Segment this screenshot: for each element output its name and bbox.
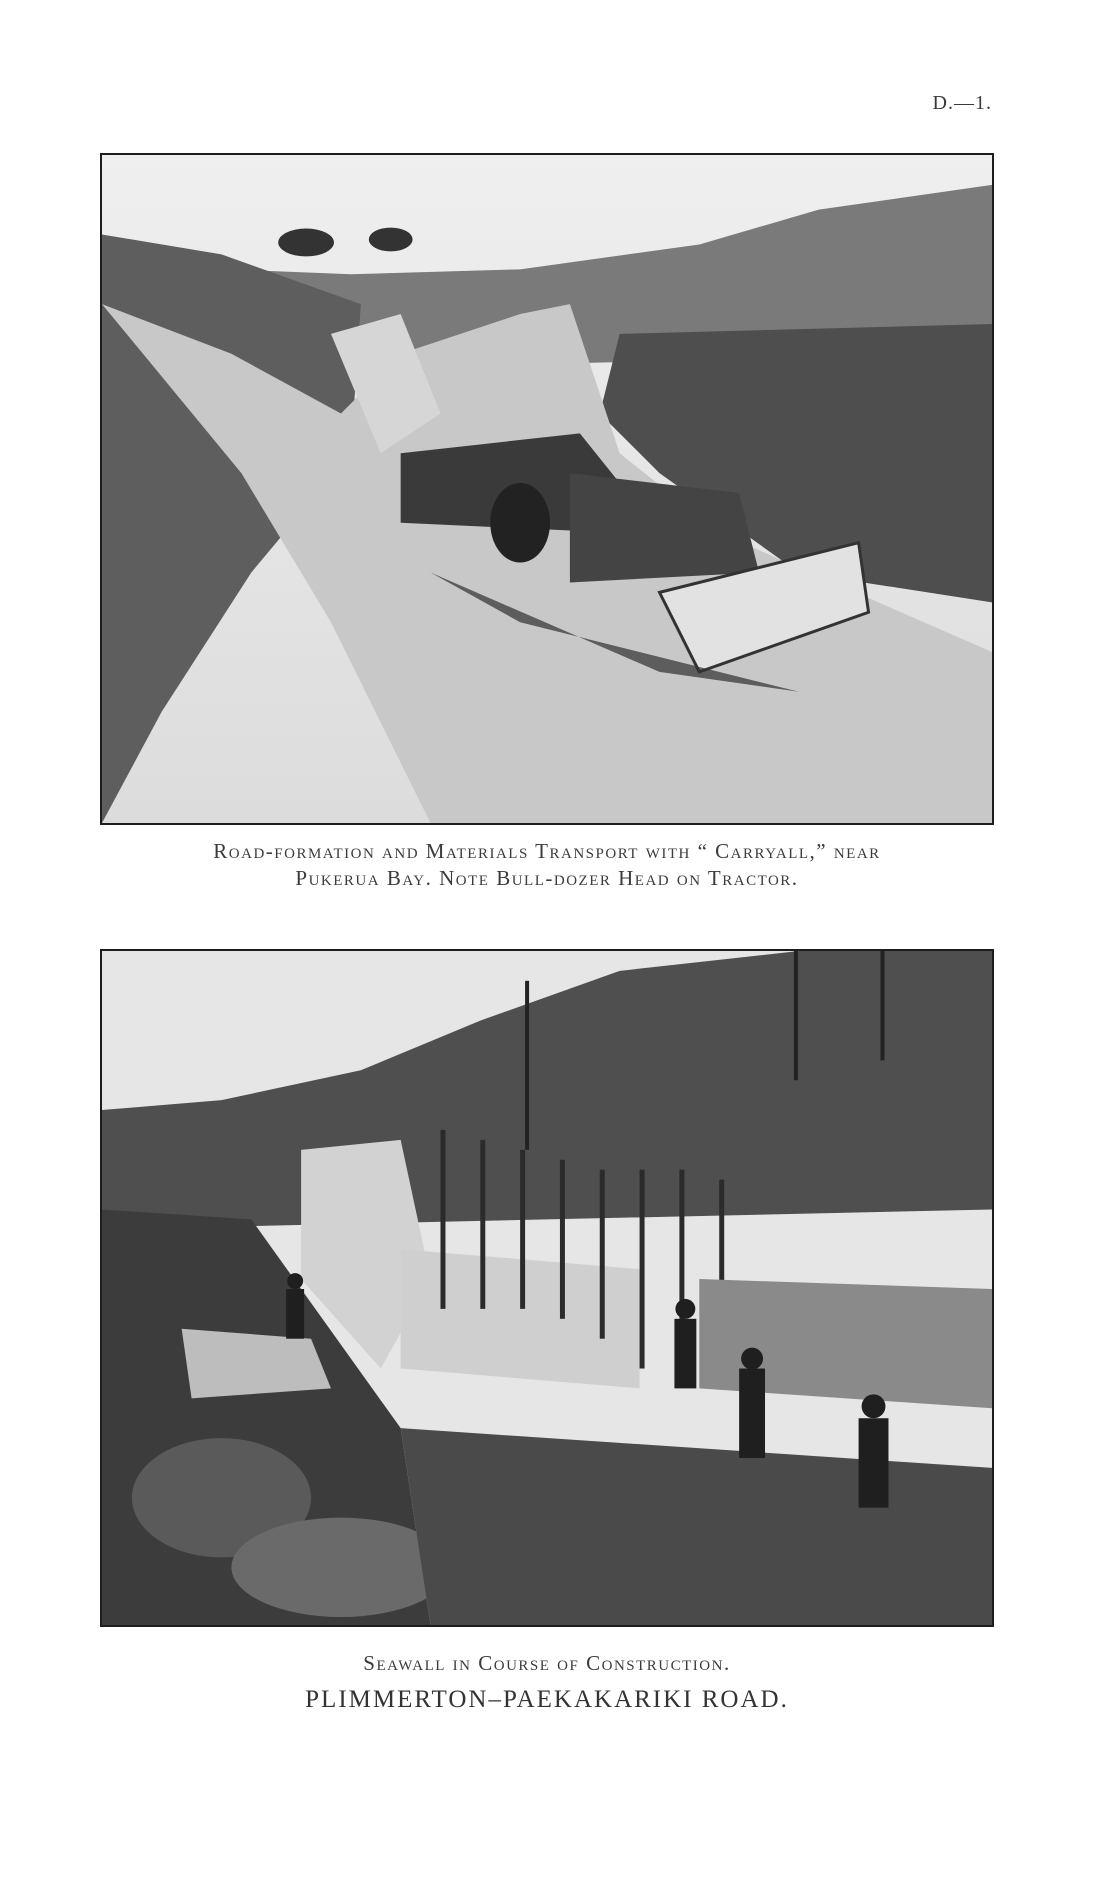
caption-line: Pukerua Bay. Note Bull-dozer Head on Tractor. [295, 866, 799, 890]
photo-caption-seawall [100, 1650, 994, 1677]
photo-road-formation [100, 153, 994, 825]
halftone-photograph-seawall [102, 951, 992, 1625]
caption-line: Road-formation and Materials Transport with “ Carryall,” near [213, 839, 881, 863]
road-title: PLIMMERTON–PAEKAKARIKI ROAD. [305, 1686, 789, 1713]
photo-seawall-construction [100, 949, 994, 1627]
page-reference: D.—1. [932, 92, 992, 114]
halftone-photograph-road [102, 155, 992, 823]
caption-line: Seawall in Course of Construction. [363, 1651, 731, 1675]
photo-caption-road-formation [100, 838, 994, 892]
